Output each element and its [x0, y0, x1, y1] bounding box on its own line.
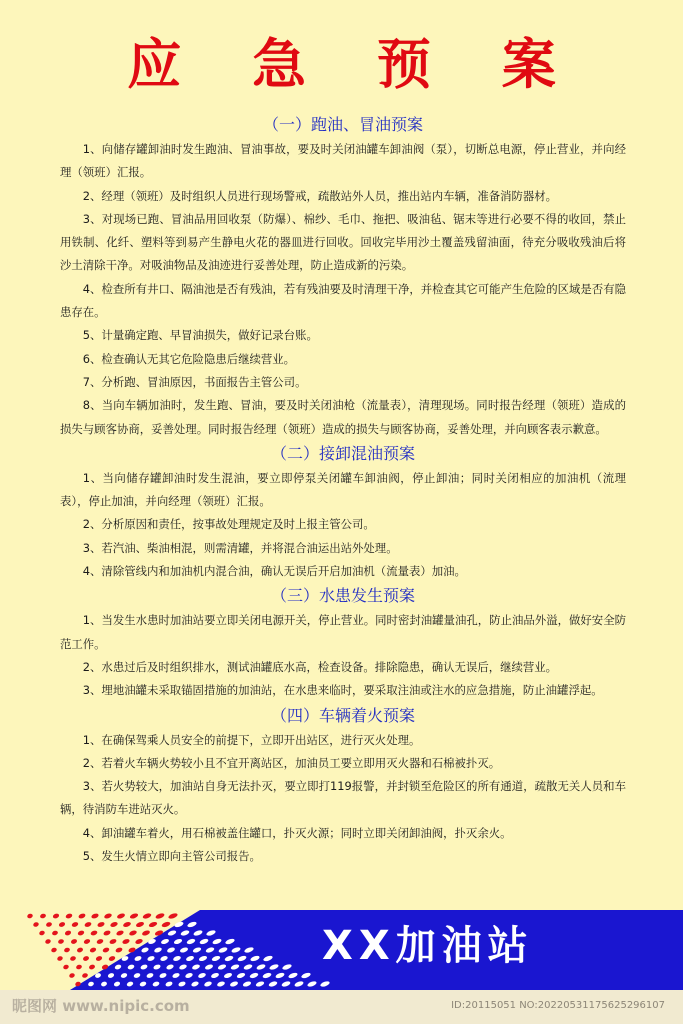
plan-item: 5、计量确定跑、早冒油损失，做好记录台账。: [82, 328, 318, 343]
banner-dot: [64, 930, 71, 936]
banner-dot: [39, 913, 46, 919]
banner-dot: [122, 938, 130, 945]
banner-dot: [39, 930, 46, 936]
banner-dot: [57, 955, 64, 961]
banner-dot: [135, 921, 144, 928]
banner-dot: [63, 947, 70, 953]
banner-dot: [78, 913, 86, 920]
section-heading: （四）车辆着火预案: [270, 705, 415, 725]
banner-dot: [69, 955, 76, 961]
banner-dot: [45, 938, 52, 944]
plan-item: 4、清除管线内和加油机内混合油，确认无误后开启加油机（流量表）加油。: [82, 564, 466, 579]
banner-dot: [76, 964, 83, 970]
banner-dot: [135, 938, 144, 945]
banner-dot: [89, 947, 97, 953]
banner-dot: [82, 955, 89, 961]
plan-content: [60, 112, 626, 868]
banner-dot: [96, 938, 104, 944]
banner-dot: [108, 955, 116, 961]
banner-dot: [45, 921, 52, 927]
banner-dot: [91, 913, 99, 920]
banner-dot: [76, 947, 83, 953]
watermark-id: ID:20115051 NO:20220531175625296107: [451, 1000, 665, 1011]
banner-dot: [70, 938, 77, 944]
plan-item: 1、在确保驾乘人员安全的前提下，立即开出站区，进行灭火处理。: [82, 732, 421, 747]
section-heading: （二）接卸混油预案: [270, 443, 415, 463]
banner-dot: [116, 930, 125, 937]
banner-dot: [51, 930, 58, 936]
plan-item: 2、经理（领班）及时组织人员进行现场警戒，疏散站外人员，推出站内车辆，准备消防器材。: [82, 188, 558, 203]
banner-dot: [84, 921, 92, 928]
banner-dot: [141, 930, 150, 937]
banner-dot: [51, 947, 58, 953]
watermark-logo: 昵图网 www.nipic.com: [12, 997, 190, 1015]
banner-dot: [52, 913, 59, 919]
plan-item: 3、对现场已跑、冒油品用回收泵（防爆）、棉纱、毛巾、拖把、吸油毡、锯末等进行必要不得的收回，禁止用铁制、化纤、塑料等到易产生静电火花的器皿进行回收。回收完毕用沙土覆盖残留油面，待充分吸收残油后将沙土清除干净。对吸油物品及油迹进行妥善处理，防止造成新的污染。: [60, 211, 626, 273]
plan-item: 4、卸油罐车着火，用石棉被盖住罐口，扑灭火源；同时立即关闭卸油阀，扑灭余火。: [82, 825, 512, 840]
banner-dot: [57, 938, 64, 944]
plan-item: 1、当向储存罐卸油时发生混油，要立即停泵关闭罐车卸油阀，停止卸油；同时关闭相应的加油机（流理表），停止加油，并向经理（领班）汇报。: [60, 470, 626, 509]
banner-dot: [116, 913, 125, 920]
plan-item: 1、向储存罐卸油时发生跑油、冒油事故，要及时关闭油罐车卸油阀（泵），切断总电源，停止营业，并向经理（领班）汇报。: [60, 142, 626, 180]
plan-item: 5、发生火情立即向主管公司报告。: [82, 849, 261, 864]
plan-item: 1、当发生水患时加油站要立即关闭电源开关，停止营业。同时密封油罐量油孔，防止油品外溢，做好安全防范工作。: [60, 613, 626, 651]
banner-dot: [97, 921, 105, 928]
banner-dot: [95, 955, 102, 961]
banner-dot: [71, 921, 79, 927]
banner-dot: [148, 921, 158, 928]
section-heading: （一）跑油、冒油预案: [262, 115, 423, 134]
plan-item: 7、分析跑、冒油原因，书面报告主管公司。: [82, 374, 307, 389]
banner-dot: [115, 947, 123, 954]
banner-dot: [83, 938, 91, 944]
plan-item: 3、埋地油罐未采取锚固措施的加油站，在水患来临时，要采取注油或注水的应急措施，防止油罐浮起。: [82, 683, 603, 698]
plan-item: 3、若汽油、柴油相混，则需清罐，并将混合油运出站外处理。: [82, 540, 398, 555]
page-title: 应 急 预 案: [127, 33, 582, 96]
banner-dot: [90, 930, 98, 936]
banner-dot: [69, 972, 76, 978]
banner-dot: [88, 964, 95, 970]
plan-item: 4、检查所有井口、隔油池是否有残油，若有残油要及时清理干净，并检查其它可能产生危险的区域是否有隐患存在。: [60, 281, 626, 320]
banner-dot: [123, 921, 132, 928]
banner-dot: [82, 972, 89, 978]
banner-dot: [168, 912, 179, 919]
plan-item: 2、水患过后及时组织排水，测试油罐底水高，检查设备。排除隐患，确认无误后，继续营业。: [82, 659, 558, 674]
plan-item: 2、若着火车辆火势较小且不宜开离站区，加油员工要立即用灭火器和石棉被扑灭。: [82, 755, 501, 770]
banner-dot: [58, 921, 65, 927]
banner-dot: [110, 921, 119, 928]
banner-dot: [161, 921, 171, 928]
section-heading: （三）水患发生预案: [270, 586, 415, 606]
banner-dot: [129, 912, 139, 919]
banner-dot: [142, 912, 152, 919]
plan-item: 3、若火势较大，加油站自身无法扑灭，要立即打119报警，并封锁至危险区的所有通道，疏散无关人员和车辆，待消防车进站灭火。: [60, 779, 626, 817]
banner-dot: [102, 947, 110, 953]
banner-dot: [155, 912, 165, 919]
banner-dot: [63, 964, 70, 970]
banner-dot: [27, 913, 34, 919]
station-name: XX加油站: [322, 923, 534, 969]
plan-item: 2、分析原因和责任，按事故处理规定及时上报主管公司。: [82, 517, 375, 532]
banner-dot: [103, 930, 111, 937]
banner-dot: [65, 913, 73, 919]
banner-dot: [77, 930, 85, 936]
banner-dot: [109, 938, 117, 945]
banner-dot: [33, 921, 40, 927]
plan-item: 6、检查确认无其它危险隐患后继续营业。: [82, 351, 296, 366]
banner-dot: [129, 930, 138, 937]
banner-dot: [104, 913, 113, 920]
plan-item: 8、当向车辆加油时，发生跑、冒油，要及时关闭油枪（流量表），清理现场。同时报告经理（领班）造成的损失与顾客协商，妥善处理。同时报告经理（领班）造成的损失与顾客协商，妥善处理，并向顾客表示歉意。: [60, 398, 626, 436]
